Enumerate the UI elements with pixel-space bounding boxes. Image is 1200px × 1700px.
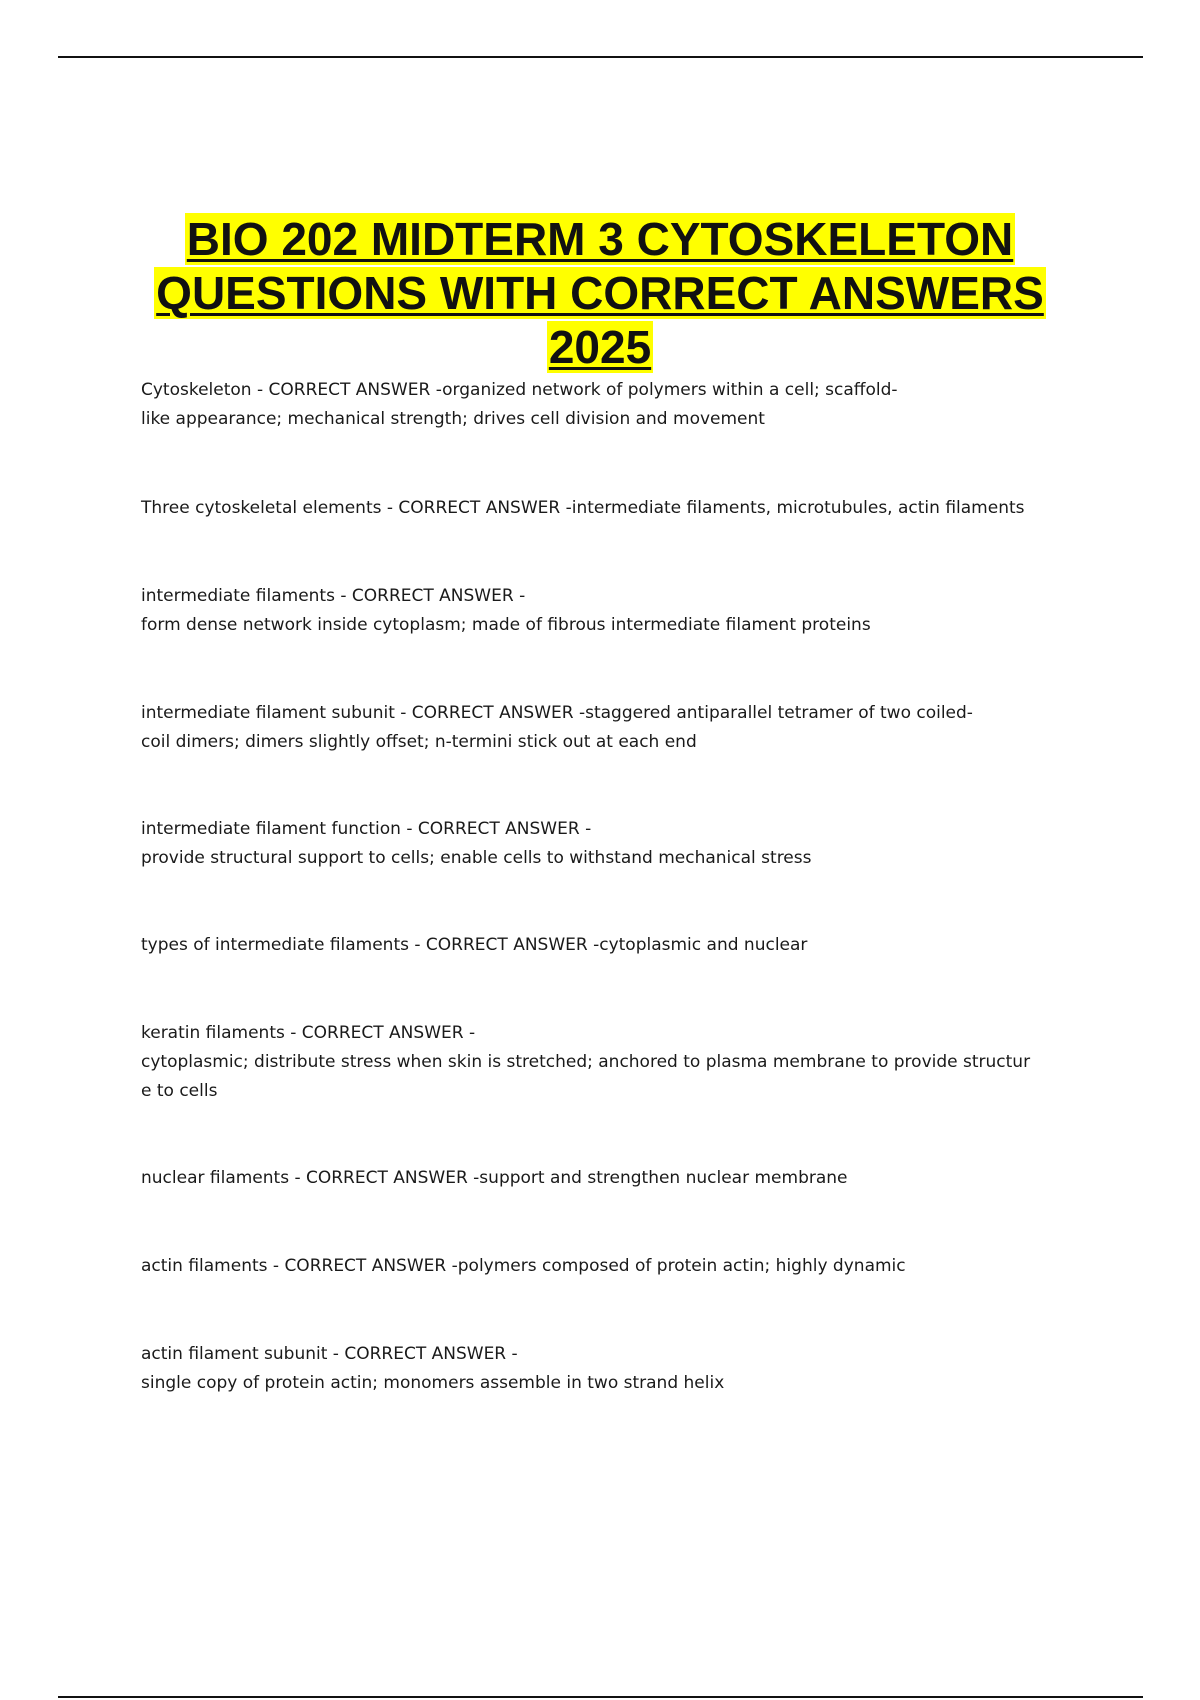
entry-line: coil dimers; dimers slightly offset; n-termini stick out at each end: [141, 732, 697, 752]
entry-line: keratin filaments - CORRECT ANSWER -: [141, 1023, 476, 1043]
qa-entry-three-elements: [141, 494, 1061, 523]
entry-line: form dense network inside cytoplasm; made of fibrous intermediate filament proteins: [141, 615, 871, 635]
entry-line: intermediate filaments - CORRECT ANSWER -: [141, 586, 526, 606]
entry-line: Three cytoskeletal elements - CORRECT ANSWER -intermediate filaments, microtubules, actin filaments: [141, 498, 1025, 518]
entry-line: Cytoskeleton - CORRECT ANSWER -organized network of polymers within a cell; scaffold-: [141, 380, 898, 400]
entry-line: types of intermediate filaments - CORRECT ANSWER -cytoplasmic and nuclear: [141, 935, 808, 955]
qa-entry-keratin: [141, 1019, 1061, 1106]
title-line: QUESTIONS WITH CORRECT ANSWERS: [156, 267, 1044, 319]
qa-entry-cytoskeleton: [141, 376, 1061, 434]
entry-line: nuclear filaments - CORRECT ANSWER -support and strengthen nuclear membrane: [141, 1168, 848, 1188]
qa-entry-intermediate-filaments: [141, 582, 1061, 640]
qa-entry-if-subunit: [141, 699, 1061, 757]
bottom-rule: [58, 1696, 1143, 1698]
qa-entry-if-types: [141, 931, 1061, 960]
qa-entry-actin-subunit: [141, 1340, 1061, 1398]
entry-line: e to cells: [141, 1081, 218, 1101]
entry-line: actin filaments - CORRECT ANSWER -polymers composed of protein actin; highly dynamic: [141, 1256, 906, 1276]
title-line: 2025: [548, 321, 652, 373]
document-title: [100, 212, 1100, 374]
entry-line: actin filament subunit - CORRECT ANSWER -: [141, 1344, 518, 1364]
entry-line: intermediate filament subunit - CORRECT ANSWER -staggered antiparallel tetramer of two coiled-: [141, 703, 973, 723]
qa-entry-nuclear: [141, 1164, 1061, 1193]
entry-line: provide structural support to cells; enable cells to withstand mechanical stress: [141, 848, 812, 868]
entry-line: cytoplasmic; distribute stress when skin is stretched; anchored to plasma membrane to provide structur: [141, 1052, 1031, 1072]
qa-entry-actin: [141, 1252, 1061, 1281]
title-line: BIO 202 MIDTERM 3 CYTOSKELETON: [186, 213, 1014, 265]
top-rule: [58, 56, 1143, 58]
entry-line: like appearance; mechanical strength; drives cell division and movement: [141, 409, 765, 429]
qa-entry-if-function: [141, 815, 1061, 873]
entry-line: single copy of protein actin; monomers assemble in two strand helix: [141, 1373, 725, 1393]
entry-line: intermediate filament function - CORRECT ANSWER -: [141, 819, 592, 839]
